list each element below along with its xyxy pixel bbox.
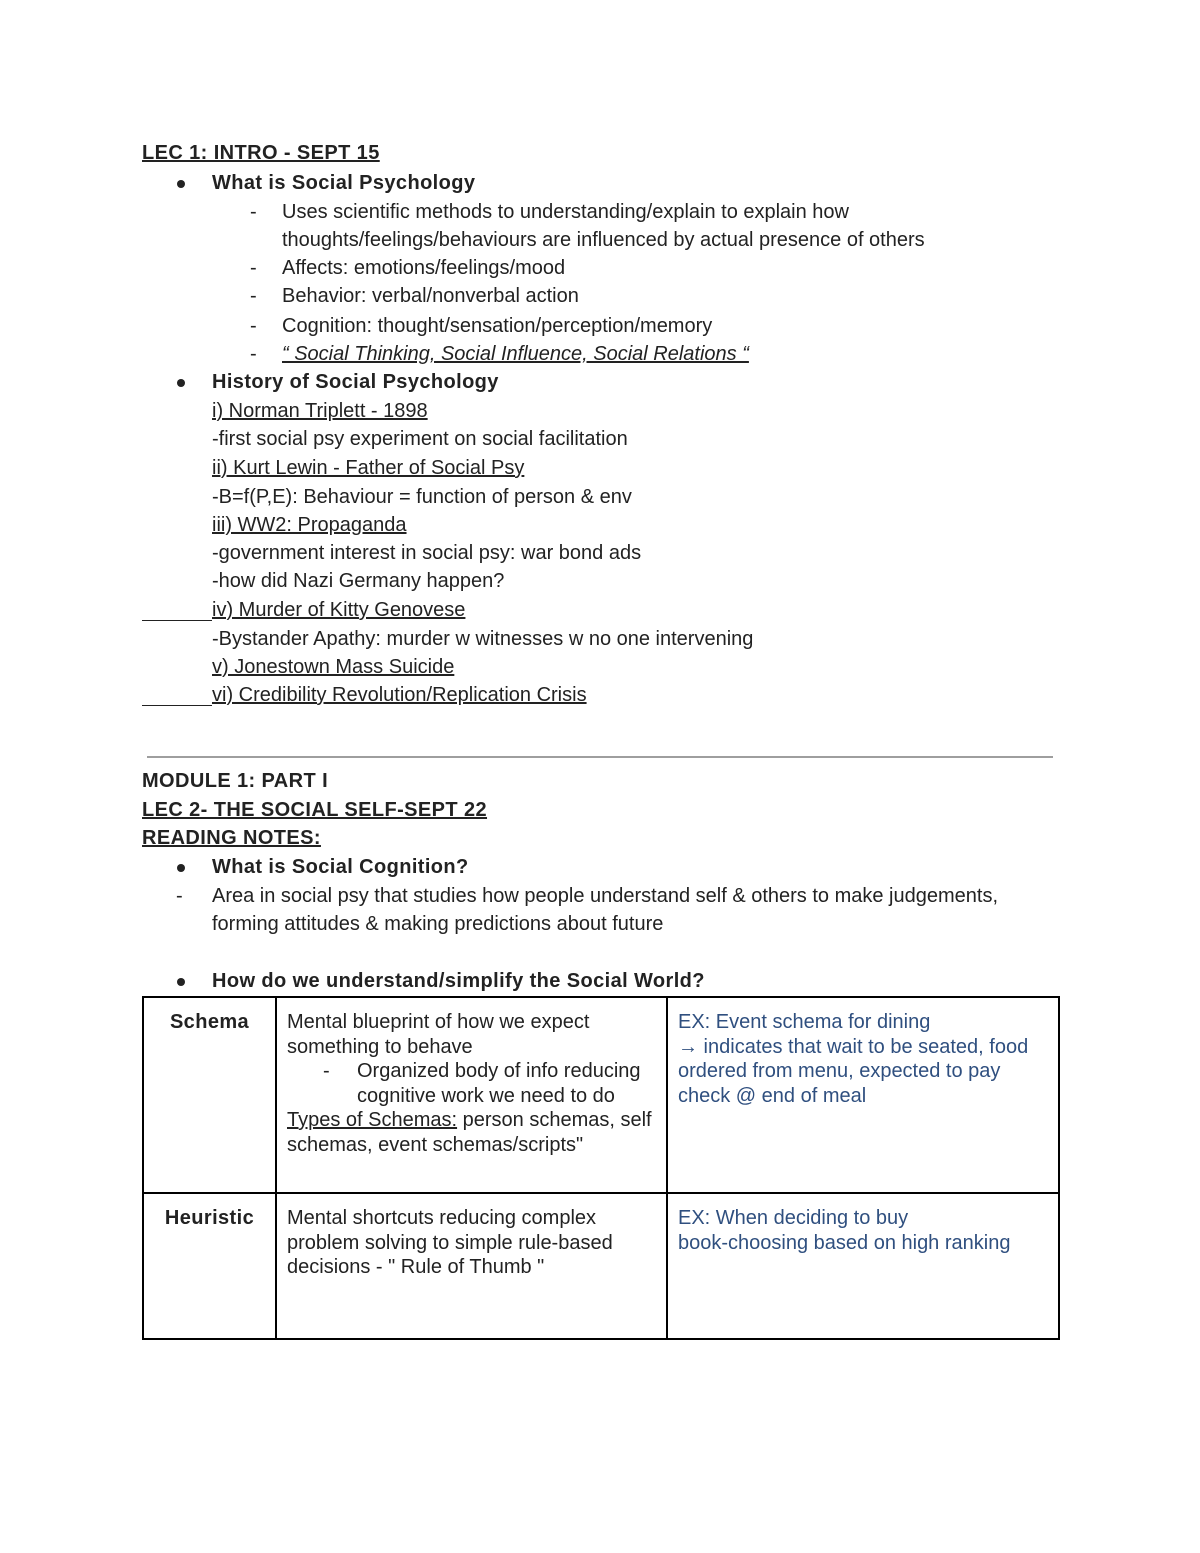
term-cell: Schema: [143, 997, 276, 1193]
note-line: thoughts/feelings/behaviours are influenced by actual presence of others: [282, 229, 925, 251]
question-history: History of Social Psychology: [212, 371, 499, 393]
dash-icon: -: [250, 201, 257, 223]
note-line: Cognition: thought/sensation/perception/memory: [282, 315, 713, 337]
history-note: -how did Nazi Germany happen?: [212, 570, 505, 592]
question-simplify-social-world: How do we understand/simplify the Social World?: [212, 970, 705, 992]
definition-cell: [276, 997, 667, 1193]
reading-notes-heading: READING NOTES:: [142, 827, 321, 849]
table-row: [143, 997, 1059, 1193]
dash-icon: -: [176, 885, 183, 907]
underline-tab: [142, 705, 212, 706]
note-line: Affects: emotions/feelings/mood: [282, 257, 566, 279]
example-title: EX: Event schema for dining: [678, 1011, 931, 1033]
bullet-icon: [177, 864, 185, 872]
question-social-cognition: What is Social Cognition?: [212, 856, 469, 878]
lec1-heading: LEC 1: INTRO - SEPT 15: [142, 142, 380, 164]
dash-icon: -: [250, 285, 257, 307]
history-note: -B=f(P,E): Behaviour = function of person & env: [212, 486, 632, 508]
example-cell: [667, 1193, 1059, 1339]
types-text: person schemas, self schemas, event schemas/scripts": [287, 1109, 652, 1156]
dash-icon: -: [323, 1060, 330, 1082]
types-label: Types of Schemas:: [287, 1109, 458, 1131]
lec2-heading: LEC 2- THE SOCIAL SELF-SEPT 22: [142, 799, 488, 821]
table-row: [143, 1193, 1059, 1339]
history-item: i) Norman Triplett - 1898: [212, 400, 428, 422]
dash-icon: -: [250, 315, 257, 337]
history-item: ii) Kurt Lewin - Father of Social Psy: [212, 457, 525, 479]
example-text: book-choosing based on high ranking: [678, 1231, 1011, 1254]
term-cell: Heuristic: [143, 1193, 276, 1339]
definition-text: Mental shortcuts reducing complex problem solving to simple rule-based decisions - " Rule of Thumb ": [287, 1207, 613, 1278]
sub-item-text: Organized body of info reducing cognitive work we need to do: [357, 1060, 641, 1107]
dash-icon: -: [250, 257, 257, 279]
question-social-psychology: What is Social Psychology: [212, 172, 476, 194]
definition-text: Mental blueprint of how we expect something to behave: [287, 1011, 590, 1058]
history-note: -Bystander Apathy: murder w witnesses w no one intervening: [212, 628, 754, 650]
definition-cell: [276, 1193, 667, 1339]
history-item: iv) Murder of Kitty Genovese: [212, 599, 466, 621]
concept-table: [142, 996, 1060, 1340]
note-line: Behavior: verbal/nonverbal action: [282, 285, 579, 307]
sub-item: [287, 1059, 656, 1108]
example-cell: [667, 997, 1059, 1193]
history-item: iii) WW2: Propaganda: [212, 514, 407, 536]
horizontal-divider: [147, 756, 1053, 758]
bullet-icon: [177, 379, 185, 387]
bullet-icon: [177, 180, 185, 188]
example-text: → indicates that wait to be seated, food ordered from menu, expected to pay check @ end of meal: [678, 1035, 1029, 1107]
history-note: -government interest in social psy: war bond ads: [212, 542, 642, 564]
module-title: MODULE 1: PART I: [142, 770, 329, 792]
bullet-icon: [177, 978, 185, 986]
dash-icon: -: [250, 343, 257, 365]
example-title: EX: When deciding to buy: [678, 1207, 909, 1229]
types-line: [287, 1108, 656, 1157]
underline-tab: [142, 620, 212, 621]
note-line: forming attitudes & making predictions about future: [212, 913, 664, 935]
note-line: Uses scientific methods to understanding/explain to explain how: [282, 201, 849, 223]
history-item: vi) Credibility Revolution/Replication Crisis: [212, 684, 587, 706]
social-thinking-quote: “ Social Thinking, Social Influence, Social Relations “: [282, 343, 749, 365]
history-note: -first social psy experiment on social facilitation: [212, 428, 628, 450]
history-item: v) Jonestown Mass Suicide: [212, 656, 455, 678]
note-line: Area in social psy that studies how people understand self & others to make judgements,: [212, 885, 999, 907]
